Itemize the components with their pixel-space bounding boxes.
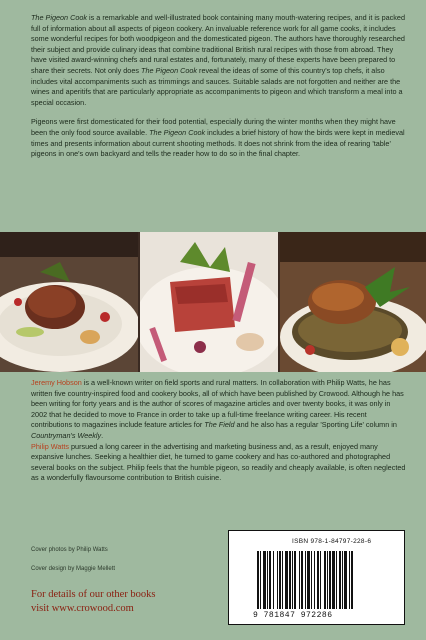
book-title: The Pigeon Cook — [141, 65, 198, 75]
isbn-number: ISBN 978-1-84797-228-6 — [292, 538, 372, 545]
bio-text: . — [101, 430, 104, 440]
photo-credit: Cover photos by Philip Watts — [31, 547, 108, 553]
bio-philip-watts — [31, 442, 407, 484]
roast-pigeon-salad-photo — [0, 232, 138, 372]
design-credit: Cover design by Maggie Mellett — [31, 566, 116, 572]
magazine-title: Countryman's Weekly — [31, 430, 102, 440]
sliced-pigeon-breast-photo — [140, 232, 278, 372]
description-paragraph-1 — [31, 13, 407, 108]
publisher-cta — [31, 588, 156, 616]
pigeon-lentils-photo — [280, 232, 426, 372]
author-biographies — [31, 378, 407, 484]
description-text: includes a brief history of how the birds were kept in medieval times and presents information about current shooting methods. It does not shrink from the idea of rearing 'table' pigeons in one's own backyard and tells the reader how to do so in the final chapter. — [31, 127, 405, 159]
barcode-bars — [257, 551, 377, 609]
description-text: reveal the ideas of some of this country's top chefs, it also includes vital accompaniments such as trimmings and sauces. Suitable salads are not forgotten and neither are the wines and aperitifs that are particularly appropriate as accompaniments to pigeon and which transform a meal into a special occasion. — [31, 65, 403, 107]
author-name: Jeremy Hobson — [31, 378, 82, 387]
book-description — [31, 13, 407, 169]
description-paragraph-2 — [31, 117, 407, 159]
description-text: Pigeons were first domesticated for their food potential, especially during the winter months when they might have been the only food source available. — [31, 117, 396, 137]
cta-line-1: For details of our other books — [31, 589, 156, 600]
description-text: is a remarkable and well-illustrated book containing many mouth-watering recipes, and it is packed full of information about all aspects of pigeon cookery. An invaluable reference work for all game cooks, it includes some wonderful recipes for both woodpigeon and the domesticated pigeon. The authors have thoroughly researched their subject and provide culinary ideas that combine traditional British rural recipes with those from abroad. They have visited award-winning chefs and rural estates and, fortunately, many of these experts have been prepared to share their secrets. Not only does — [31, 13, 405, 75]
book-title: The Pigeon Cook — [149, 127, 206, 137]
cta-website-link[interactable]: visit www.crowood.com — [31, 603, 134, 614]
barcode-digits: 9 781847 972286 — [253, 611, 333, 620]
book-title: The Pigeon Cook — [31, 13, 88, 22]
bio-text: and he also has a regular 'Sporting Life' column in — [234, 420, 397, 430]
author-name: Philip Watts — [31, 441, 70, 451]
bio-jeremy-hobson — [31, 378, 407, 442]
bio-text: is a well-known writer on field sports and rural matters. In collaboration with Philip Watts, he has written five country-inspired food and cookery books, all of which have been published by Crowood. Although he has been writing for forty years and is the author of scores of magazine articles and over twenty books, it was only in 2002 that he decided to move to France in order to take up a full-time freelance writing career. His recent contributions to magazines include feature articles for — [31, 378, 404, 430]
magazine-title: The Field — [204, 420, 235, 430]
food-photo-strip — [0, 232, 426, 372]
bio-text: pursued a long career in the advertising and marketing business and, as a result, enjoyed many expansive lunches. Seeking a healthier diet, he turned to game cookery and has co-authored and photographed several books on the subject. Philip feels that the humble pigeon, so readily and cheaply available, is often neglected as a wonderfully flavoursome contribution to British cuisine. — [31, 441, 406, 483]
isbn-barcode — [228, 530, 405, 625]
